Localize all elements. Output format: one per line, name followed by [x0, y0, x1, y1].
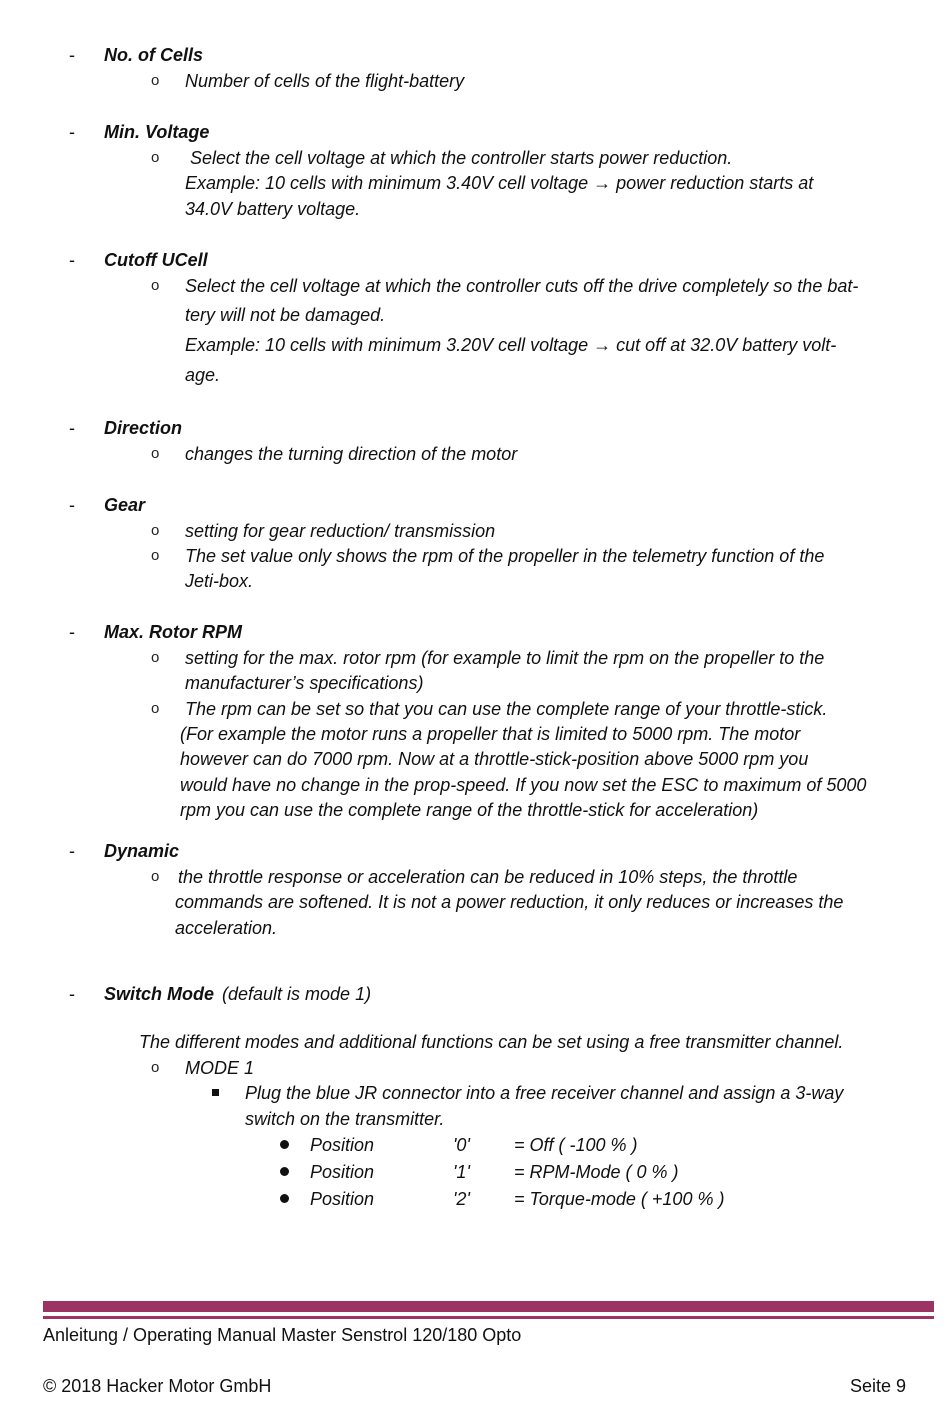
heading-switch-mode: Switch Mode	[104, 984, 215, 1004]
round-bullet	[280, 1167, 289, 1176]
max-rpm-item-1-line-2: manufacturer’s specifications)	[185, 673, 424, 693]
dash-bullet: -	[69, 45, 75, 65]
switch-mode-intro: The different modes and additional functions can be set using a free transmitter channel.	[139, 1032, 844, 1052]
heading-gear: Gear	[104, 495, 146, 515]
dash-bullet: -	[69, 841, 75, 861]
square-bullet	[212, 1089, 219, 1096]
cutoff-line-3: Example: 10 cells with minimum 3.20V cell voltage → cut off at 32.0V battery volt-	[185, 335, 837, 355]
circle-bullet: o	[151, 72, 160, 89]
circle-bullet: o	[151, 1059, 160, 1076]
max-rpm-item-2-line-1: The rpm can be set so that you can use the complete range of your throttle-stick.	[185, 699, 828, 719]
gear-item-2-line-1: The set value only shows the rpm of the propeller in the telemetry function of the	[185, 546, 825, 566]
footer-rule-thin	[43, 1316, 934, 1319]
heading-dynamic: Dynamic	[104, 841, 180, 861]
max-rpm-item-2-line-4: would have no change in the prop-speed. If you now set the ESC to maximum of 5000	[180, 775, 867, 795]
circle-bullet: o	[151, 868, 160, 885]
dash-bullet: -	[69, 250, 75, 270]
round-bullet	[280, 1194, 289, 1203]
circle-bullet: o	[151, 700, 160, 717]
position-1-code: '1'	[453, 1162, 470, 1182]
max-rpm-item-2-line-2: (For example the motor runs a propeller that is limited to 5000 rpm. The motor	[180, 724, 801, 744]
dash-bullet: -	[69, 122, 75, 142]
footer-manual-title: Anleitung / Operating Manual Master Senstrol 120/180 Opto	[43, 1325, 522, 1345]
heading-cutoff-ucell: Cutoff UCell	[104, 250, 208, 270]
circle-bullet: o	[151, 547, 160, 564]
dash-bullet: -	[69, 984, 75, 1004]
cutoff-line-1: Select the cell voltage at which the controller cuts off the drive completely so the bat-	[185, 276, 859, 296]
min-voltage-line-3: 34.0V battery voltage.	[185, 199, 361, 219]
circle-bullet: o	[151, 649, 160, 666]
dynamic-line-2: commands are softened. It is not a power reduction, it only reduces or increases the	[175, 892, 844, 912]
cutoff-line-4: age.	[185, 365, 221, 385]
footer-copyright: © 2018 Hacker Motor GmbH	[43, 1376, 272, 1396]
gear-item-2-line-2: Jeti-box.	[185, 571, 254, 591]
dynamic-line-1: the throttle response or acceleration can be reduced in 10% steps, the throttle	[178, 867, 798, 887]
gear-item-1: setting for gear reduction/ transmission	[185, 521, 496, 541]
dynamic-line-3: acceleration.	[175, 918, 278, 938]
round-bullet	[280, 1140, 289, 1149]
position-2-code: '2'	[453, 1189, 470, 1209]
circle-bullet: o	[151, 522, 160, 539]
circle-bullet: o	[151, 445, 160, 462]
heading-no-of-cells: No. of Cells	[104, 45, 204, 65]
min-voltage-line-1: Select the cell voltage at which the controller starts power reduction.	[190, 148, 733, 168]
position-0-meaning: = Off ( -100 % )	[514, 1135, 638, 1155]
dash-bullet: -	[69, 418, 75, 438]
max-rpm-item-1-line-1: setting for the max. rotor rpm (for example to limit the rpm on the propeller to the	[185, 648, 825, 668]
position-0-code: '0'	[453, 1135, 470, 1155]
cutoff-line-2: tery will not be damaged.	[185, 305, 386, 325]
circle-bullet: o	[151, 277, 160, 294]
direction-desc: changes the turning direction of the motor	[185, 444, 518, 464]
heading-direction: Direction	[104, 418, 183, 438]
heading-min-voltage: Min. Voltage	[104, 122, 210, 142]
min-voltage-line-2: Example: 10 cells with minimum 3.40V cell voltage → power reduction starts at	[185, 173, 814, 193]
position-2-meaning: = Torque-mode ( +100 % )	[514, 1189, 725, 1209]
position-1-label: Position	[310, 1162, 375, 1182]
cells-desc: Number of cells of the flight-battery	[185, 71, 465, 91]
mode-1-label: MODE 1	[185, 1058, 255, 1078]
heading-max-rotor-rpm: Max. Rotor RPM	[104, 622, 243, 642]
circle-bullet: o	[151, 149, 160, 166]
mode-1-line-2: switch on the transmitter.	[245, 1109, 445, 1129]
position-2-label: Position	[310, 1189, 375, 1209]
footer-page-number: Seite 9	[849, 1376, 906, 1396]
position-0-label: Position	[310, 1135, 375, 1155]
position-1-meaning: = RPM-Mode ( 0 % )	[514, 1162, 679, 1182]
footer-rule-thick	[43, 1301, 934, 1312]
mode-1-line-1: Plug the blue JR connector into a free receiver channel and assign a 3-way	[245, 1083, 844, 1103]
dash-bullet: -	[69, 495, 75, 515]
dash-bullet: -	[69, 622, 75, 642]
max-rpm-item-2-line-3: however can do 7000 rpm. Now at a throttle-stick-position above 5000 rpm you	[180, 749, 809, 769]
switch-mode-default-note: (default is mode 1)	[222, 984, 372, 1004]
max-rpm-item-2-line-5: rpm you can use the complete range of the throttle-stick for acceleration)	[180, 800, 759, 820]
